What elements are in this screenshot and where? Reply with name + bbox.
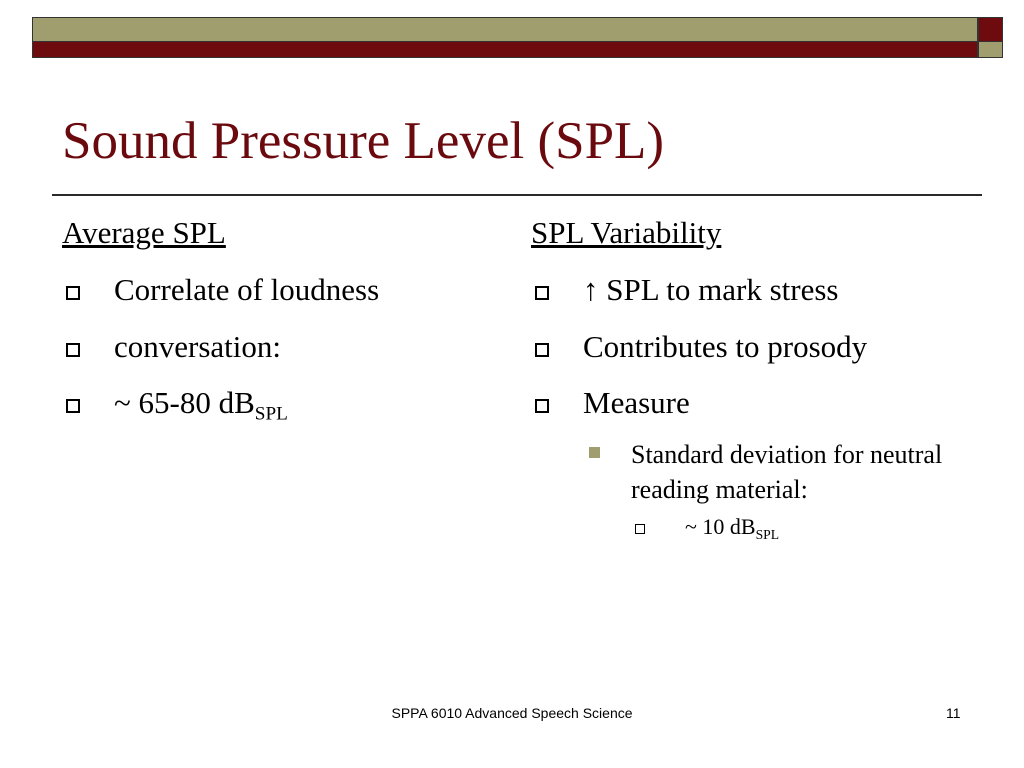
bullet-text: ~ 65-80 dB [114, 385, 255, 421]
filled-square-bullet-icon [589, 447, 600, 458]
header-bar-maroon [32, 42, 978, 58]
header-bar-olive [32, 17, 978, 42]
title-divider [52, 194, 982, 196]
hollow-square-bullet-icon [535, 343, 549, 357]
hollow-square-bullet-icon [535, 286, 549, 300]
bullet-subscript: SPL [254, 403, 288, 425]
bullet-item [531, 328, 1001, 367]
slide-title: Sound Pressure Level (SPL) [62, 112, 665, 170]
bullet-item [62, 384, 512, 423]
left-column [62, 214, 512, 441]
bullet-text: Correlate of loudness [114, 271, 380, 307]
hollow-square-bullet-icon [635, 524, 645, 534]
bullet-subscript: SPL [755, 526, 780, 542]
bullet-item [531, 271, 1001, 310]
bullet-text: Contributes to prosody [583, 328, 868, 364]
slide-number: 11 [946, 705, 961, 721]
right-column-heading: SPL Variability [531, 215, 722, 250]
footer-course-title: SPPA 6010 Advanced Speech Science [391, 705, 633, 721]
sub-bullet-text: Standard deviation for neutral reading material: [631, 440, 943, 505]
bullet-item [62, 271, 512, 310]
hollow-square-bullet-icon [66, 343, 80, 357]
bullet-text: conversation: [114, 328, 282, 364]
bullet-text: ↑ SPL to mark stress [583, 271, 839, 307]
header-square-olive [978, 42, 1003, 58]
hollow-square-bullet-icon [66, 399, 80, 413]
header-square-maroon [978, 17, 1003, 42]
hollow-square-bullet-icon [66, 286, 80, 300]
left-column-heading: Average SPL [62, 215, 226, 250]
bullet-item [531, 384, 1001, 423]
hollow-square-bullet-icon [535, 399, 549, 413]
bullet-item [62, 328, 512, 367]
bullet-text: Measure [583, 385, 690, 421]
sub-sub-bullet-item [531, 513, 1001, 542]
sub-bullet-item [531, 437, 1001, 507]
sub-sub-bullet-text: ~ 10 dB [685, 514, 756, 540]
right-column [531, 214, 1001, 542]
